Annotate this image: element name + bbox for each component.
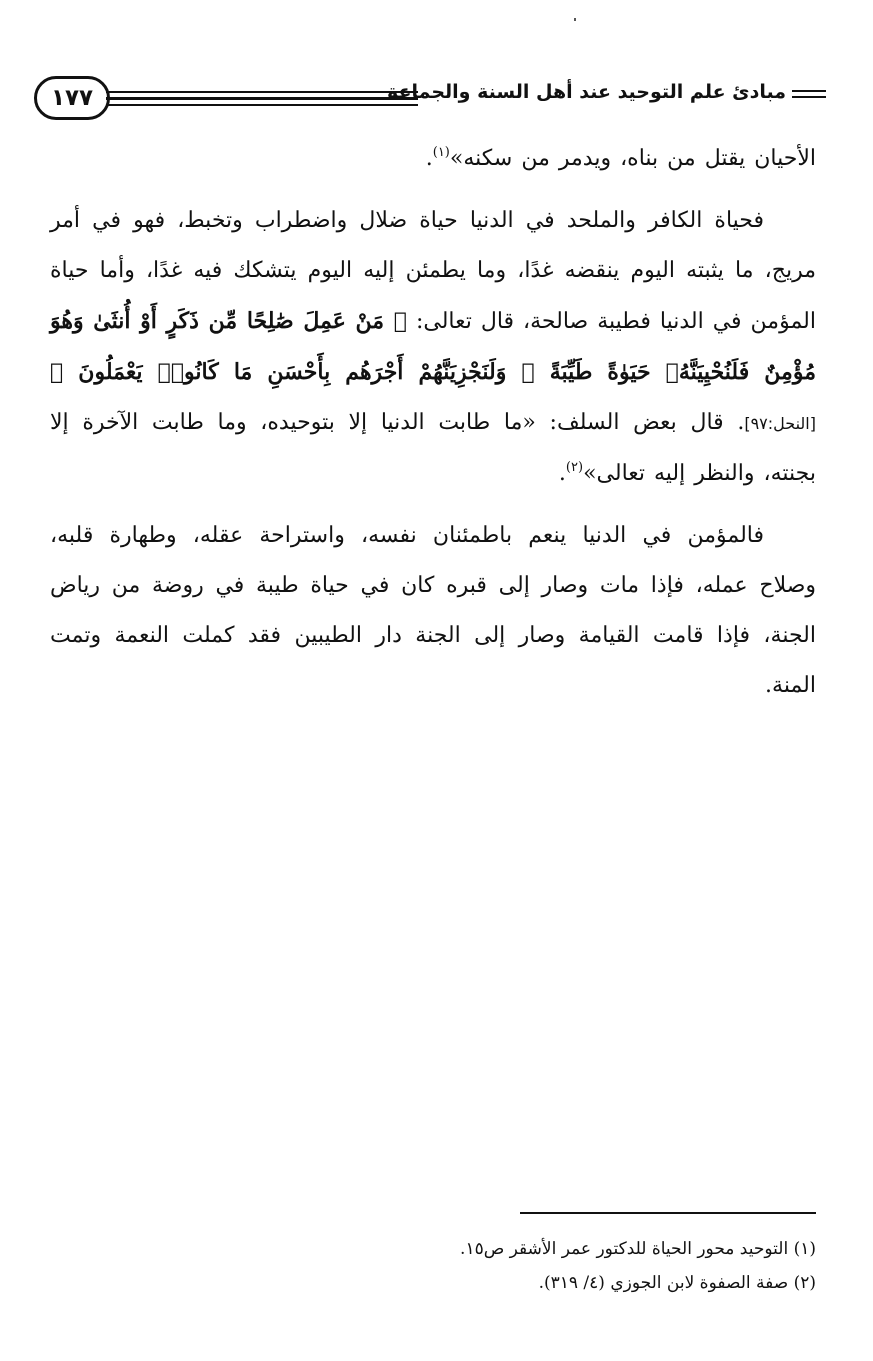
- header-ornament: [792, 90, 826, 92]
- paragraph-2: [50, 196, 816, 499]
- paragraph-1: [50, 134, 816, 184]
- footnote-reference: (٢): [565, 460, 584, 475]
- page-header: [34, 72, 826, 128]
- header-rule: [106, 104, 418, 106]
- paragraph-text: فالمؤمن في الدنيا ينعم باطمئنان نفسه، واستراحة عقله، وطهارة قلبه، وصلاح عمله، فإذا مات وصار إلى قبره كان في حياة طيبة في روضة من رياض الجنة، فإذا قامت القيامة وصار إلى الجنة دار الطيبين فقد كملت النعمة وتمت المنة.: [50, 523, 816, 698]
- quran-verse: ﴿ مَنْ عَمِلَ صَٰلِحًا مِّن ذَكَرٍ أَوْ أُنثَىٰ وَهُوَ مُؤْمِنٌ فَلَنُحْيِيَنَّهُۥ حَيَوٰةً طَيِّبَةً ۖ وَلَنَجْزِيَنَّهُمْ أَجْرَهُم بِأَحْسَنِ مَا كَانُوا۟ يَعْمَلُونَ ﴾: [50, 308, 816, 385]
- footnotes: [360, 1232, 816, 1300]
- page-number: ١٧٧: [34, 76, 110, 120]
- footnote-reference: (١): [432, 145, 450, 160]
- paragraph-3: [50, 511, 816, 711]
- running-title: مبادئ علم التوحيد عند أهل السنة والجماعة: [386, 81, 786, 103]
- header-rule: [106, 97, 418, 100]
- paragraph-text: . قال بعض السلف: «ما طابت الدنيا إلا بتوحيده، وما طابت الآخرة إلا بجنته، والنظر إليه تعالى»: [50, 410, 816, 486]
- header-rule: [106, 91, 418, 93]
- paragraph-text: الأحيان يقتل من بناه، ويدمر من سكنه»: [449, 146, 816, 171]
- paragraph-text: فحياة الكافر والملحد في الدنيا حياة ضلال واضطراب وتخبط، فهو في أمر مريج، ما يثبته اليوم ينقضه غدًا، وما يطمئن إليه اليوم يتشكك فيه غدًا، وأما حياة المؤمن في الدنيا فطيبة صالحة، قال تعالى:: [50, 208, 816, 334]
- main-text: [50, 134, 816, 711]
- sentence-end: .: [425, 146, 433, 171]
- footnote-separator: [520, 1212, 816, 1214]
- header-ornament: [792, 96, 826, 98]
- scan-speck: [574, 18, 576, 21]
- footnote-2: (٢) صفة الصفوة لابن الجوزي (٤/ ٣١٩).: [538, 1273, 816, 1293]
- footnote-1: (١) التوحيد محور الحياة للدكتور عمر الأشقر ص١٥.: [460, 1239, 816, 1259]
- sentence-end: .: [558, 461, 566, 486]
- verse-reference: [النحل:٩٧]: [744, 414, 816, 433]
